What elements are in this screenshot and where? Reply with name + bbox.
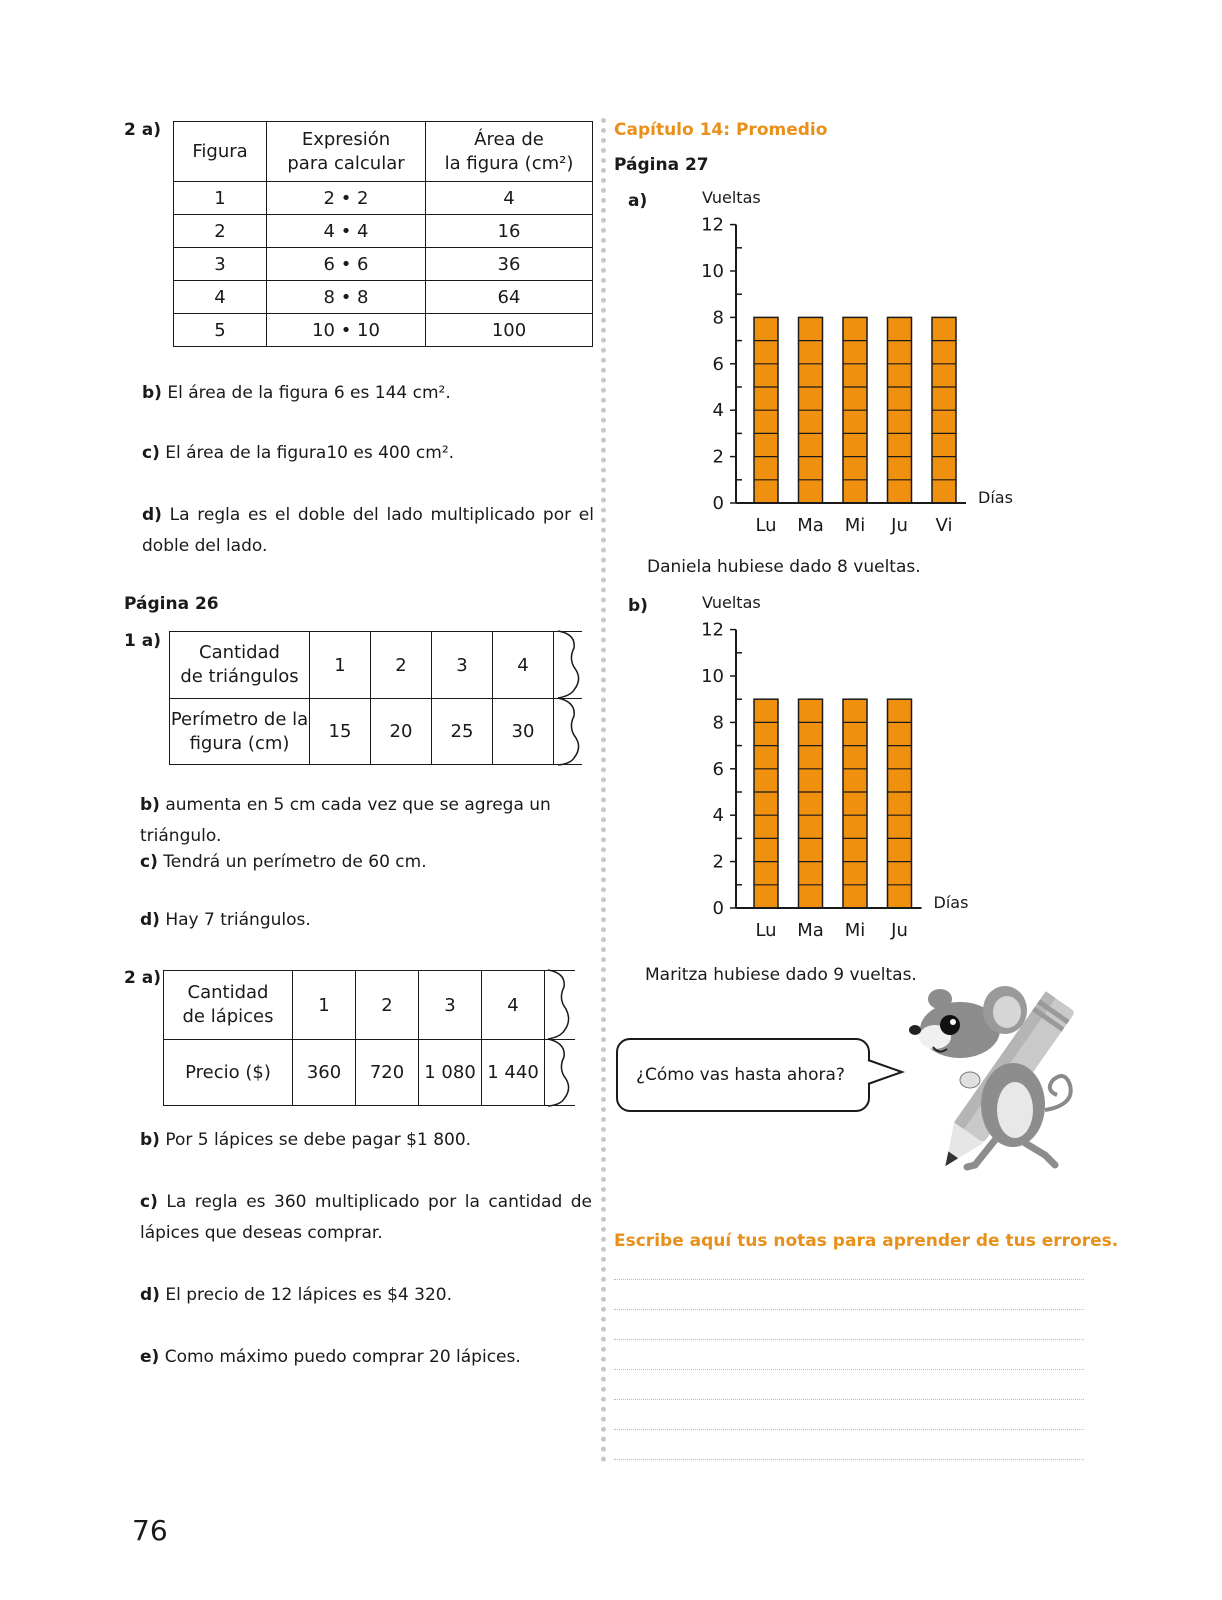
x-tick-label: Ju xyxy=(891,515,908,536)
header-figura: Figura xyxy=(174,122,267,182)
y-axis-label: Vueltas xyxy=(702,188,761,207)
x-tick-label: Mi xyxy=(844,515,866,536)
chapter-title: Capítulo 14: Promedio xyxy=(614,120,828,140)
table-cell: 4 xyxy=(174,281,267,314)
header-expresion: Expresión para calcular xyxy=(267,122,426,182)
table-cell: 2 xyxy=(174,215,267,248)
chart-a-caption: Daniela hubiese dado 8 vueltas. xyxy=(647,557,921,577)
bar-ju xyxy=(888,699,912,908)
bar-ma xyxy=(799,699,823,908)
x-tick-label: Mi xyxy=(844,920,866,941)
table-row xyxy=(174,281,593,314)
x-tick-label: Lu xyxy=(755,920,777,941)
y-tick-label: 12 xyxy=(701,619,724,641)
table-cell: 15 xyxy=(310,699,371,765)
row-header-perimetro: Perímetro de la figura (cm) xyxy=(170,699,310,765)
table-row xyxy=(174,248,593,281)
y-tick-label: 4 xyxy=(712,805,724,827)
table-break-scallop xyxy=(556,630,586,766)
notes-line xyxy=(614,1459,1084,1460)
table-cell: 20 xyxy=(371,699,432,765)
area-table xyxy=(173,121,593,347)
table-cell: 4 xyxy=(493,632,554,699)
notes-line xyxy=(614,1279,1084,1280)
page-number: 76 xyxy=(132,1514,168,1547)
table-cell: 10 • 10 xyxy=(267,314,426,347)
row-header-lapices: Cantidad de lápices xyxy=(164,971,293,1040)
table-cell: 2 xyxy=(356,971,419,1040)
y-tick-label: 10 xyxy=(701,261,724,282)
y-tick-label: 2 xyxy=(712,446,724,468)
answer-2d: d) La regla es el doble del lado multiplicado por el doble del lado. xyxy=(142,505,594,556)
x-tick-label: Vi xyxy=(935,515,953,536)
table-cell: 25 xyxy=(432,699,493,765)
table-cell: 1 xyxy=(310,632,371,699)
table-cell: 1 xyxy=(293,971,356,1040)
notes-line xyxy=(614,1369,1084,1370)
answer-2e-second: e) Como máximo puedo comprar 20 lápices. xyxy=(140,1347,521,1367)
x-axis-label: Días xyxy=(978,488,1013,507)
table-cell: 6 • 6 xyxy=(267,248,426,281)
notes-title: Escribe aquí tus notas para aprender de tus errores. xyxy=(614,1231,1119,1251)
x-axis-label: Días xyxy=(933,893,969,912)
answer-1c: c) Tendrá un perímetro de 60 cm. xyxy=(140,852,427,872)
table-cell: 30 xyxy=(493,699,554,765)
answer-1b: b) aumenta en 5 cm cada vez que se agrega un triángulo. xyxy=(140,795,551,846)
table-cell: 1 440 xyxy=(482,1040,545,1106)
bar-chart-daniela xyxy=(690,185,1020,540)
y-tick-label: 4 xyxy=(712,400,724,422)
table-cell: 64 xyxy=(426,281,593,314)
y-tick-label: 10 xyxy=(701,666,724,687)
answer-2b-second: b) Por 5 lápices se debe pagar $1 800. xyxy=(140,1130,472,1150)
table-cell: 1 xyxy=(174,182,267,215)
table-cell: 36 xyxy=(426,248,593,281)
table-cell: 2 • 2 xyxy=(267,182,426,215)
y-axis-label: Vueltas xyxy=(702,593,761,612)
speech-text: ¿Cómo vas hasta ahora? xyxy=(636,1065,845,1085)
table-row xyxy=(174,215,593,248)
table-cell: 2 xyxy=(371,632,432,699)
x-tick-label: Ma xyxy=(797,515,824,536)
answer-2c: c) El área de la figura10 es 400 cm². xyxy=(142,443,455,463)
y-tick-label: 2 xyxy=(712,851,724,873)
column-divider xyxy=(601,118,606,1463)
table-cell: 8 • 8 xyxy=(267,281,426,314)
y-tick-label: 6 xyxy=(712,353,724,375)
y-tick-label: 6 xyxy=(712,758,724,780)
table-cell: 3 xyxy=(419,971,482,1040)
answer-1d: d) Hay 7 triángulos. xyxy=(140,910,311,930)
table-cell: 720 xyxy=(356,1040,419,1106)
header-area: Área de la figura (cm²) xyxy=(426,122,593,182)
notes-line xyxy=(614,1339,1084,1340)
table-cell: 4 xyxy=(482,971,545,1040)
table-row xyxy=(174,314,593,347)
page-26-heading: Página 26 xyxy=(124,594,219,614)
exercise-2a-second-label: 2 a) xyxy=(124,968,161,988)
answer-2c-second: c) La regla es 360 multiplicado por la cantidad de lápices que deseas comprar. xyxy=(140,1192,592,1243)
row-header-triangulos: Cantidad de triángulos xyxy=(170,632,310,699)
row-header-precio: Precio ($) xyxy=(164,1040,293,1106)
table-cell: 4 xyxy=(426,182,593,215)
table-cell: 360 xyxy=(293,1040,356,1106)
perimeter-table xyxy=(169,631,582,765)
x-tick-label: Ma xyxy=(797,920,824,941)
table-cell: 1 080 xyxy=(419,1040,482,1106)
chart-b-caption: Maritza hubiese dado 9 vueltas. xyxy=(645,965,917,985)
speech-bubble xyxy=(616,1038,870,1112)
table-break-scallop xyxy=(546,969,576,1107)
table-cell: 100 xyxy=(426,314,593,347)
y-tick-label: 0 xyxy=(712,898,724,919)
y-tick-label: 12 xyxy=(701,214,724,236)
table-row xyxy=(174,182,593,215)
bar-lu xyxy=(754,699,778,908)
table-cell: 3 xyxy=(174,248,267,281)
x-tick-label: Lu xyxy=(755,515,777,536)
x-tick-label: Ju xyxy=(891,920,908,941)
y-tick-label: 8 xyxy=(712,712,724,734)
notes-line xyxy=(614,1429,1084,1430)
answer-2d-second: d) El precio de 12 lápices es $4 320. xyxy=(140,1285,452,1305)
bar-chart-maritza xyxy=(690,590,1020,945)
table-cell: 16 xyxy=(426,215,593,248)
page-27-heading: Página 27 xyxy=(614,155,709,175)
y-tick-label: 8 xyxy=(712,307,724,329)
chart-b-label: b) xyxy=(628,596,648,616)
y-tick-label: 0 xyxy=(712,493,724,514)
table-cell: 3 xyxy=(432,632,493,699)
notes-line xyxy=(614,1399,1084,1400)
answer-2b: b) El área de la figura 6 es 144 cm². xyxy=(142,383,451,403)
table-cell: 4 • 4 xyxy=(267,215,426,248)
notes-line xyxy=(614,1309,1084,1310)
exercise-2a-label: 2 a) xyxy=(124,120,161,140)
bar-mi xyxy=(843,699,867,908)
mouse-with-pencil-illustration xyxy=(895,985,1095,1195)
table-cell: 5 xyxy=(174,314,267,347)
pencil-price-table xyxy=(163,970,575,1106)
chart-a-label: a) xyxy=(628,191,648,211)
exercise-1a-label: 1 a) xyxy=(124,631,161,651)
